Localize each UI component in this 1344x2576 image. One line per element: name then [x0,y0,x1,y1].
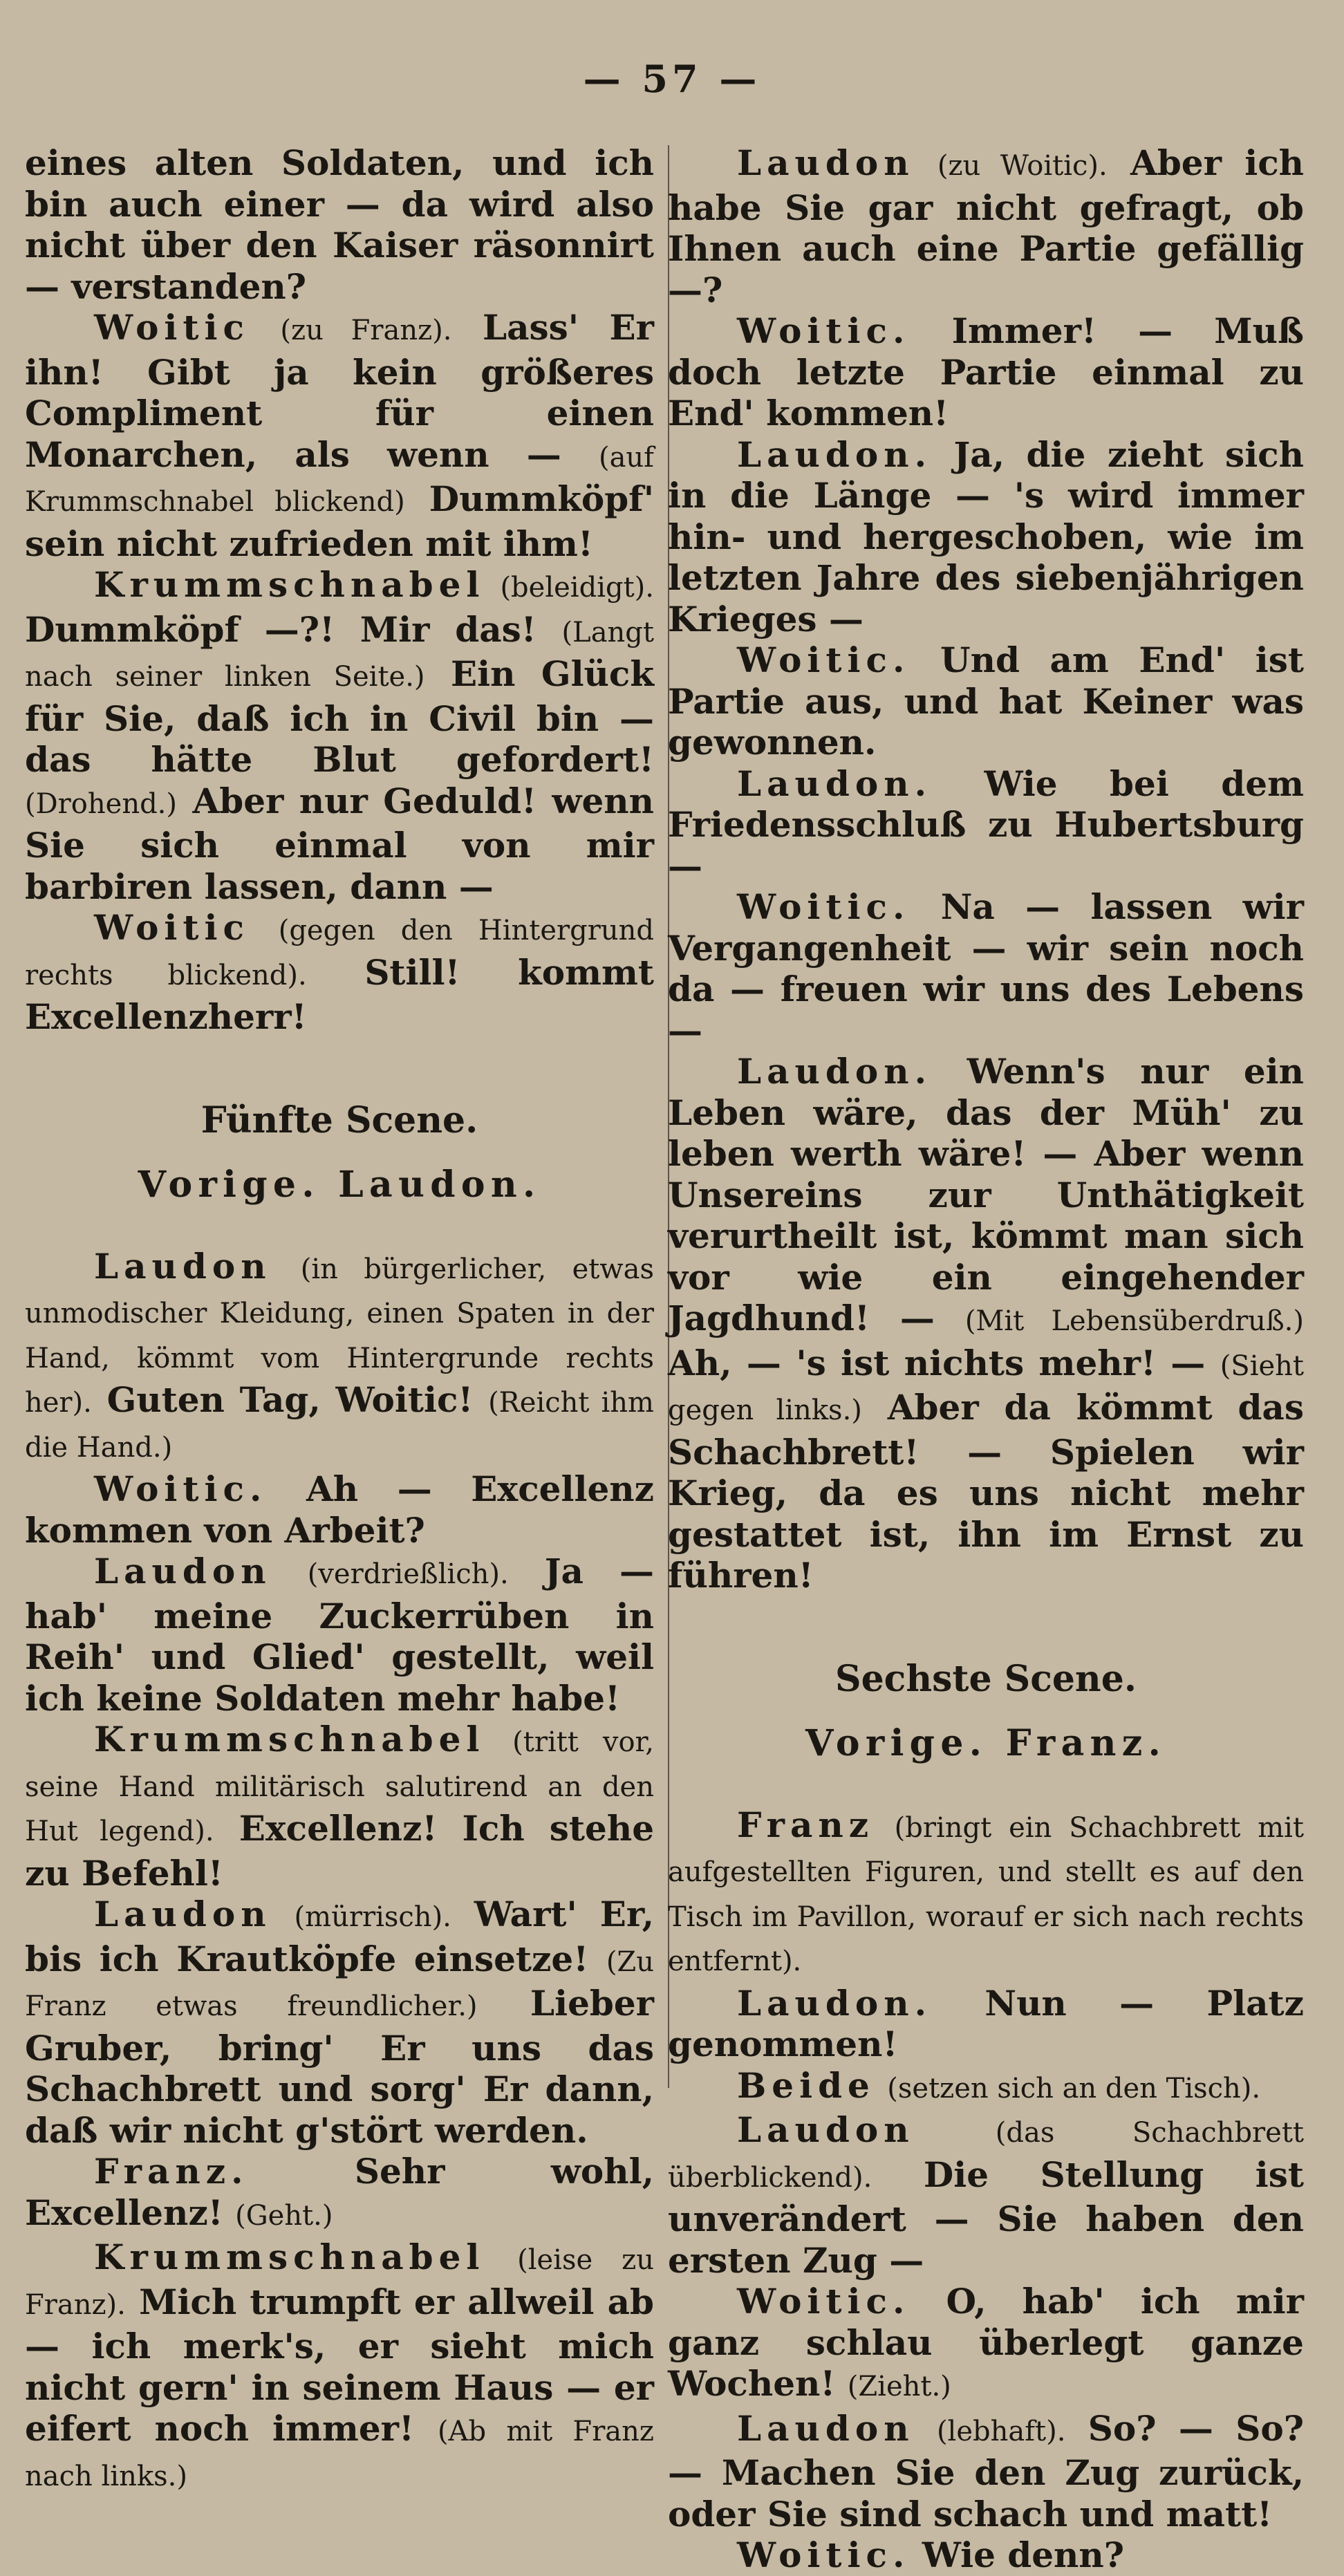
speech: Guten Tag, Woitic! [106,1379,474,1420]
speaker: Laudon. [737,1982,932,2024]
paragraph [668,1983,1304,2065]
speech: So? — So? — Machen Sie den Zug zurück, oder Sie sind schach und matt! [668,2407,1304,2535]
page-number: — 57 — [583,57,761,101]
speaker: Beide [737,2064,875,2106]
speaker: Woitic. [737,2281,911,2322]
speech: Na — lassen wir Vergangenheit — wir sein noch da — freuen wir uns des Lebens — [668,886,1304,1051]
paragraph [668,434,1304,640]
paragraph [25,1246,654,1469]
speech: Lass' Er ihn! Gibt ja kein größeres Compliment für einen Monarchen, als wenn — [25,307,654,475]
speech: Dummköpf' sein nicht zufrieden mit ihm! [25,478,654,564]
stage-direction: (mürrisch). [294,1901,451,1933]
stage-direction: (tritt vor, seine Hand militärisch salutirend an den Hut legend). [25,1726,654,1847]
stage-direction: (setzen sich an den Tisch). [887,2072,1261,2104]
stage-direction: (das Schachbrett überblickend). [668,2117,1304,2194]
speech: Ah — Excellenz kommen von Arbeit? [25,1468,654,1551]
speaker: Woitic. [737,886,911,927]
speech: Ja — hab' meine Zuckerrüben in Reih' und Glied' gestellt, weil ich keine Soldaten mehr habe! [25,1551,654,1719]
speech: Excellenz! Ich stehe zu Befehl! [25,1808,654,1894]
spacer [668,1699,1304,1723]
scene-title: Fünfte Scene. [200,1099,478,1141]
stage-direction: (beleidigt). [500,572,654,604]
speech: Ja, die zieht sich in die Länge — 's wird immer hin- und hergeschoben, wie im letzten Jahre des siebenjährigen Krieges — [668,433,1304,640]
stage-direction: (zu Woitic). [937,150,1108,182]
paragraph [668,2281,1304,2408]
stage-direction: (in bürgerlicher, etwas unmodischer Kleidung, einen Spaten in der Hand, kömmt vom Hintergrunde rechts her). [25,1253,654,1419]
stage-direction: (zu Franz). [280,315,452,346]
paragraph [25,2237,654,2497]
spacer [25,1206,654,1246]
stage-direction: (Langt nach seiner linken Seite.) [25,616,654,693]
speech: Wart' Er, bis ich Krautköpfe einsetze! [25,1894,654,1979]
speech: Aber da kömmt das Schachbrett! — Spielen wir Krieg, da es uns nicht mehr gestattet ist, ihn im Ernst zu führen! [668,1387,1304,1596]
stage-direction: (auf Krummschnabel blickend) [25,441,654,518]
speech: Aber nur Geduld! wenn Sie sich einmal von mir barbiren lassen, dann — [25,780,654,907]
speaker: Laudon. [737,1051,932,1092]
paragraph [25,907,654,1038]
paragraph [668,2109,1304,2281]
stage-direction: (gegen den Hintergrund rechts blickend). [25,915,654,991]
paragraph [25,1894,654,2151]
paragraph [25,564,654,907]
speaker: Woitic [94,907,250,948]
speech: Still! kommt Excellenzherr! [25,951,654,1037]
paragraph [668,640,1304,763]
stage-direction: (Mit Lebensüberdruß.) [964,1305,1304,1337]
stage-direction: (Zu Franz etwas freundlicher.) [25,1945,654,2022]
spacer [25,1038,654,1100]
paragraph [25,1468,654,1551]
stage-direction: (Geht.) [235,2199,333,2232]
paragraph [25,1719,654,1894]
spacer [668,1764,1304,1804]
left-column [25,142,654,2497]
stage-direction: (verdrießlich). [307,1558,509,1590]
stage-direction: (Ab mit Franz nach links.) [25,2416,654,2492]
speech: Lieber Gruber, bring' Er uns das Schachbrett und sorg' Er dann, daß wir nicht g'stört werden. [25,1983,654,2151]
stage-direction: (leise zu Franz). [25,2244,654,2321]
paragraph: eines alten Soldaten, und ich bin auch einer — da wird also nicht über den Kaiser räsonnirt — verstanden? [25,142,654,307]
speaker: Woitic. [94,1468,268,1509]
speaker: Laudon [94,1551,272,1592]
stage-direction: (bringt ein Schachbrett mit aufgestellten Figuren, und stellt es auf den Tisch im Pavillon, worauf er sich nach rechts entfernt). [668,1811,1304,1977]
paragraph [668,763,1304,887]
speaker: Woitic. [737,2535,911,2575]
paragraph [668,310,1304,434]
speaker: Franz [737,1804,875,1845]
speaker: Woitic. [737,310,911,351]
speech: Ah, — 's ist nichts mehr! — [668,1342,1206,1383]
paragraph [668,2065,1304,2110]
stage-direction: (Sieht gegen links.) [668,1350,1304,1426]
speaker: Laudon. [737,763,932,804]
speaker: Woitic. [737,640,911,680]
speech: Wie denn? [922,2535,1125,2575]
stage-direction: (Reicht ihm die Hand.) [25,1387,654,1464]
right-column [668,142,1304,2576]
speaker: Krummschnabel [94,1719,485,1760]
speech: Sehr wohl, Excellenz! [25,2151,654,2233]
speaker: Laudon. [737,433,932,475]
speech: Nun — Platz genommen! [668,1982,1304,2064]
speech: Mich trumpft er allweil ab — ich merk's, er sieht mich nicht gern' in seinem Haus — er eifert noch immer! [25,2281,654,2449]
speaker: Laudon [737,142,915,183]
speaker: Laudon [737,2109,915,2150]
scene-cast: Vorige. Laudon. [138,1164,541,1206]
speech: Dummköpf —?! Mir das! [25,608,536,650]
scene-title: Sechste Scene. [835,1657,1137,1700]
paragraph [25,307,654,564]
speech: Wenn's nur ein Leben wäre, das der Müh' zu leben werth wäre! — Aber wenn Unsereins zur Unthätigkeit verurtheilt ist, kömmt man sich vor wie ein eingehender Jagdhund! — [668,1051,1304,1338]
speaker: Franz. [94,2151,249,2192]
speech: Wie bei dem Friedensschluß zu Hubertsburg — [668,763,1304,886]
stage-direction: (Drohend.) [25,787,177,820]
speech: Immer! — Muß doch letzte Partie einmal zu End' kommen! [668,310,1304,433]
paragraph [668,1051,1304,1596]
speech: Und am End' ist Partie aus, und hat Keiner was gewonnen. [668,640,1304,763]
paragraph [668,1804,1304,1983]
paragraph [668,142,1304,310]
speaker: Laudon [94,1894,272,1934]
speech: O, hab' ich mir ganz schlau überlegt ganze Wochen! [668,2281,1304,2404]
paragraph [668,2535,1304,2576]
stage-direction: (Zieht.) [847,2371,951,2402]
speaker: Laudon [94,1245,272,1287]
spacer [25,1141,654,1164]
speech: Aber ich habe Sie gar nicht gefragt, ob Ihnen auch eine Partie gefällig —? [668,142,1304,310]
spacer [668,1596,1304,1659]
paragraph [25,1551,654,1719]
speech: Ein Glück für Sie, daß ich in Civil bin — das hätte Blut gefordert! [25,653,654,780]
paragraph [668,2408,1304,2535]
scene-cast: Vorige. Franz. [805,1722,1167,1764]
speech: Die Stellung ist unverändert — Sie haben den ersten Zug — [668,2154,1304,2281]
paragraph [668,886,1304,1051]
stage-direction: (lebhaft). [936,2415,1066,2447]
speaker: Laudon [737,2407,915,2449]
speaker: Krummschnabel [94,2237,485,2277]
speaker: Krummschnabel [94,564,485,605]
paragraph [25,2151,654,2237]
speaker: Woitic [94,307,250,348]
